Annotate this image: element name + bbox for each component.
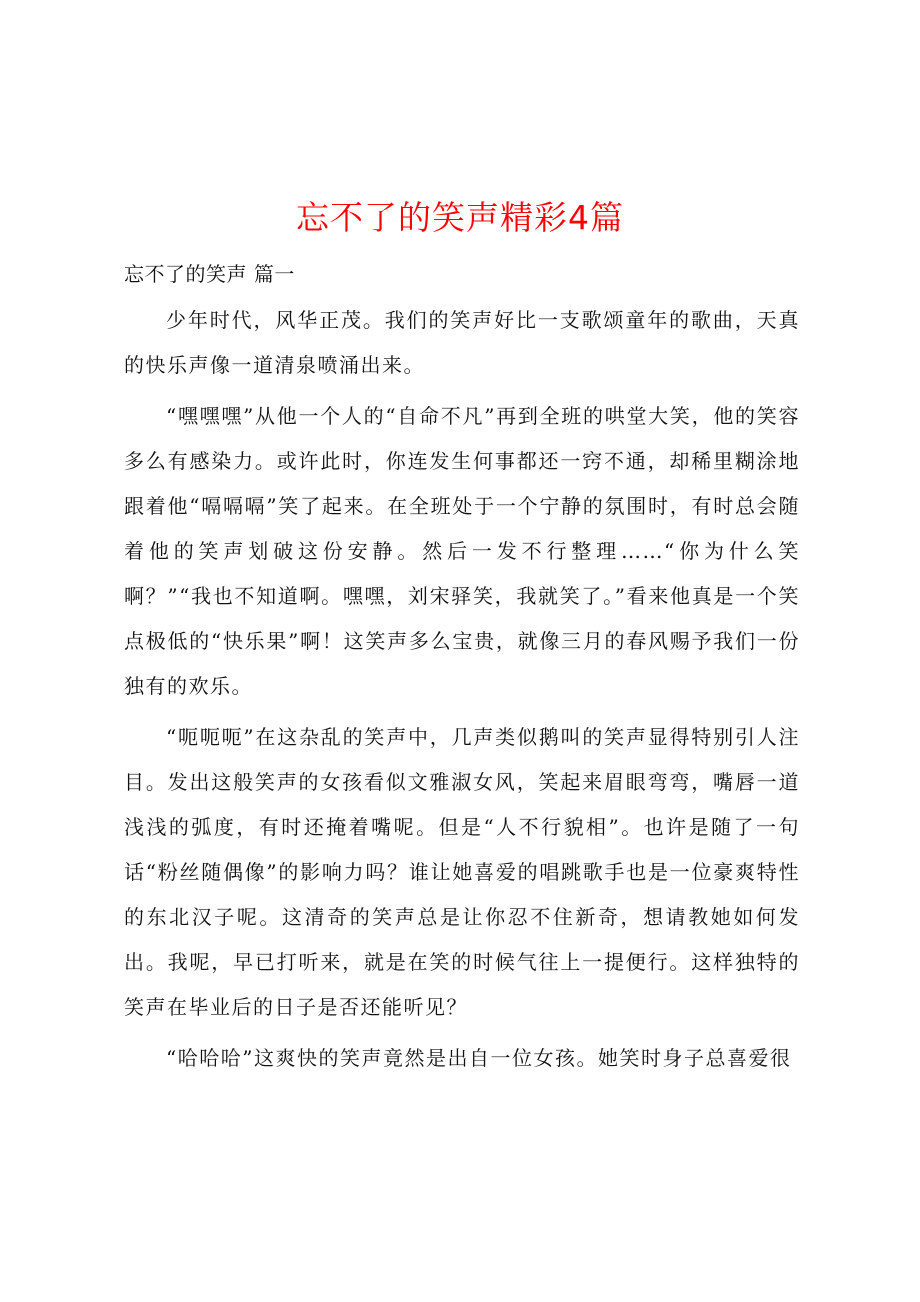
paragraph-3: “呃呃呃”在这杂乱的笑声中，几声类似鹅叫的笑声显得特别引人注目。发出这般笑声的女孩看似文雅淑女风，笑起来眉眼弯弯，嘴唇一道浅浅的弧度，有时还掩着嘴呢。但是“人不行貌相”。也许是随了一句话“粉丝随偶像”的影响力吗？谁让她喜爱的唱跳歌手也是一位豪爽特性的东北汉子呢。这清奇的笑声总是让你忍不住新奇，想请教她如何发出。我呢，早已打听来，就是在笑的时候气往上一提便行。这样独特的笑声在毕业后的日子是否还能听见？	[124, 725, 800, 1019]
document-body	[124, 252, 800, 1087]
paragraph-4: “哈哈哈”这爽快的笑声竟然是出自一位女孩。她笑时身子总喜爱很	[166, 1046, 792, 1070]
paragraph-2: “嘿嘿嘿”从他一个人的“自命不凡”再到全班的哄堂大笑，他的笑容多么有感染力。或许此时，你连发生何事都还一窍不通，却稀里糊涂地跟着他“嗝嗝嗝”笑了起来。在全班处于一个宁静的氛围时，有时总会随着他的笑声划破这份安静。然后一发不行整理……“你为什么笑啊？”“我也不知道啊。嘿嘿，刘宋驿笑，我就笑了。”看来他真是一个笑点极低的“快乐果”啊！这笑声多么宝贵，就像三月的春风赐予我们一份独有的欢乐。	[124, 404, 800, 698]
section-heading: 忘不了的笑声 篇一	[124, 262, 295, 286]
paragraph-1: 少年时代，风华正茂。我们的笑声好比一支歌颂童年的歌曲，天真的快乐声像一道清泉喷涌出来。	[124, 308, 800, 377]
document-title: 忘不了的笑声精彩4篇	[296, 198, 624, 237]
